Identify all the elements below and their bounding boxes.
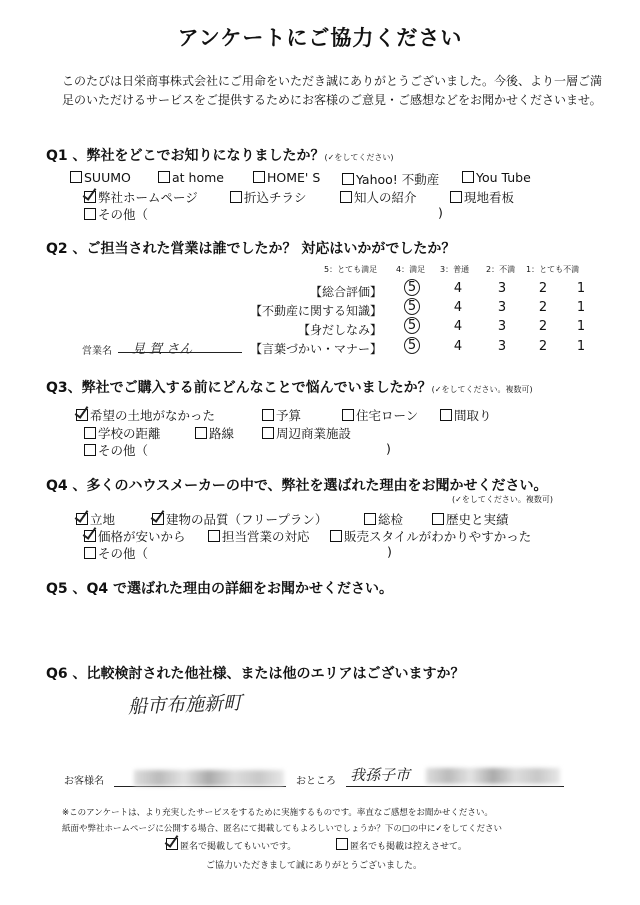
notice-line-1: ※このアンケートは、より充実したサービスをするために実施するものです。率直なご感想をお聞かせください。 [62,808,493,818]
q4-option-general[interactable]: 総检 [364,510,403,528]
thanks-text: ご協力いただきまして誠にありがとうございました。 [206,861,423,871]
q4-option-price[interactable]: 価格が安いから [84,527,186,545]
rating-1[interactable]: 1 [576,319,586,334]
q1-option-suumo[interactable]: SUUMO [70,170,131,185]
rating-5-selected[interactable]: 5 [404,337,420,354]
q6-title: Q6 、比較検討された他社様、または他のエリアはございますか？ [46,666,465,682]
q6-handwritten-answer: 船市布施新町 [127,692,243,718]
rating-2[interactable]: 2 [538,300,548,315]
rating-3[interactable]: 3 [497,319,507,334]
q4-option-quality[interactable]: 建物の品質（フリープラン） [152,510,327,528]
rating-4[interactable]: 4 [453,339,463,354]
rating-5-selected[interactable]: 5 [404,279,420,296]
q3-option-other[interactable]: その他（ [84,441,148,459]
rating-5-selected[interactable]: 5 [404,298,420,315]
q4-option-location[interactable]: 立地 [76,510,115,528]
q1-title: Q1 、弊社をどこでお知りになりましたか？(✓をしてください) [46,148,394,164]
q3-option-budget[interactable]: 予算 [262,406,301,424]
customer-name-label: お客様名 [64,776,104,787]
q2-scale-3: 3：普通 [440,265,470,274]
consent-anonymous-ok[interactable]: 匿名で掲載してもいいです。 [166,838,296,852]
rating-1[interactable]: 1 [576,300,586,315]
rating-2[interactable]: 2 [538,281,548,296]
q2-row-label: 【身だしなみ】 [297,323,382,337]
notice-line-2: 紙面や弊社ホームページに公開する場合、匿名にて掲載してもよろしいでしょうか？下の□の中に✓をしてください [62,824,502,834]
q3-option-route[interactable]: 路線 [195,424,234,442]
rating-4[interactable]: 4 [453,300,463,315]
address-handwriting: 我孫子市 [350,766,411,784]
q3-option-school[interactable]: 学校の距離 [84,424,161,442]
q4-option-history[interactable]: 歴史と実績 [432,510,509,528]
address-field[interactable] [346,766,564,787]
q4-title: Q4 、多くのハウスメーカーの中で、弊社を選ばれた理由をお聞かせください。 [46,478,548,494]
q2-scale-2: 2：不満 [486,265,516,274]
q1-option-homepage[interactable]: 弊社ホームページ [84,188,198,206]
q4-option-sales-style[interactable]: 販売スタイルがわかりやすかった [330,527,531,545]
sales-rep-field[interactable] [118,338,242,357]
q3-option-commercial[interactable]: 周辺商業施設 [262,424,351,442]
rating-1[interactable]: 1 [576,281,586,296]
customer-name-field[interactable] [114,770,286,787]
rating-3[interactable]: 3 [497,339,507,354]
q4-option-other[interactable]: その他（ [84,544,148,562]
q2-row-label: 【言葉づかい・マナー】 [249,342,382,356]
page-title: アンケートにご協力ください [177,26,463,50]
q1-option-sign[interactable]: 現地看板 [450,188,514,206]
consent-decline[interactable]: 匿名でも掲載は控えさせて。 [336,838,467,852]
sales-rep-handwriting: 見 賀 さん [132,342,193,357]
q2-scale-4: 4：満足 [396,265,426,274]
rating-4[interactable]: 4 [453,319,463,334]
q3-option-loan[interactable]: 住宅ローン [342,406,418,424]
rating-4[interactable]: 4 [453,281,463,296]
q1-option-homes[interactable]: HOME' S [253,170,320,185]
q4-option-sales-rep[interactable]: 担当営業の対応 [208,527,310,545]
q3-other-close: ) [386,441,391,456]
q2-row-label: 【総合評価】 [309,285,382,299]
address-redacted [426,768,560,784]
q3-option-no-land[interactable]: 希望の土地がなかった [76,406,215,424]
q1-option-youtube[interactable]: You Tube [462,170,531,185]
q1-option-flyer[interactable]: 折込チラシ [230,188,307,206]
sales-rep-label: 営業名 [82,346,112,357]
q1-other-close: ) [438,205,443,220]
rating-5-selected[interactable]: 5 [404,317,420,334]
q3-title: Q3、弊社でご購入する前にどんなことで悩んでいましたか？(✓をしてください。複数可) [46,380,533,396]
rating-3[interactable]: 3 [497,300,507,315]
q5-title: Q5 、Q4 で選ばれた理由の詳細をお聞かせください。 [46,581,394,597]
rating-2[interactable]: 2 [538,319,548,334]
q1-option-other[interactable]: その他（ [84,205,148,223]
q3-option-layout[interactable]: 間取り [440,406,492,424]
address-label: おところ [296,776,336,787]
q1-option-athome[interactable]: at home [158,170,224,185]
q1-option-yahoo[interactable]: Yahoo! 不動産 [342,170,439,188]
q4-other-close: ) [387,544,392,559]
intro-text: このたびは日栄商事株式会社にご用命をいただき誠にありがとうございました。今後、より一層ご満足のいただけるサービスをご提供するためにお客様のご意見・ご感想などをお聞かせくださいませ。 [62,74,603,107]
q2-scale-5: 5：とても満足 [324,265,378,274]
q4-note: (✓をしてください。複数可) [452,495,553,504]
q2-row-label: 【不動産に関する知識】 [249,304,382,318]
rating-3[interactable]: 3 [497,281,507,296]
rating-1[interactable]: 1 [576,339,586,354]
q2-scale-1: 1：とても不満 [526,265,580,274]
rating-2[interactable]: 2 [538,339,548,354]
q1-option-referral[interactable]: 知人の紹介 [340,188,417,206]
q2-title: Q2 、ご担当された営業は誰でしたか？ 対応はいかがでしたか？ [46,241,456,257]
customer-name-redacted [134,770,284,786]
